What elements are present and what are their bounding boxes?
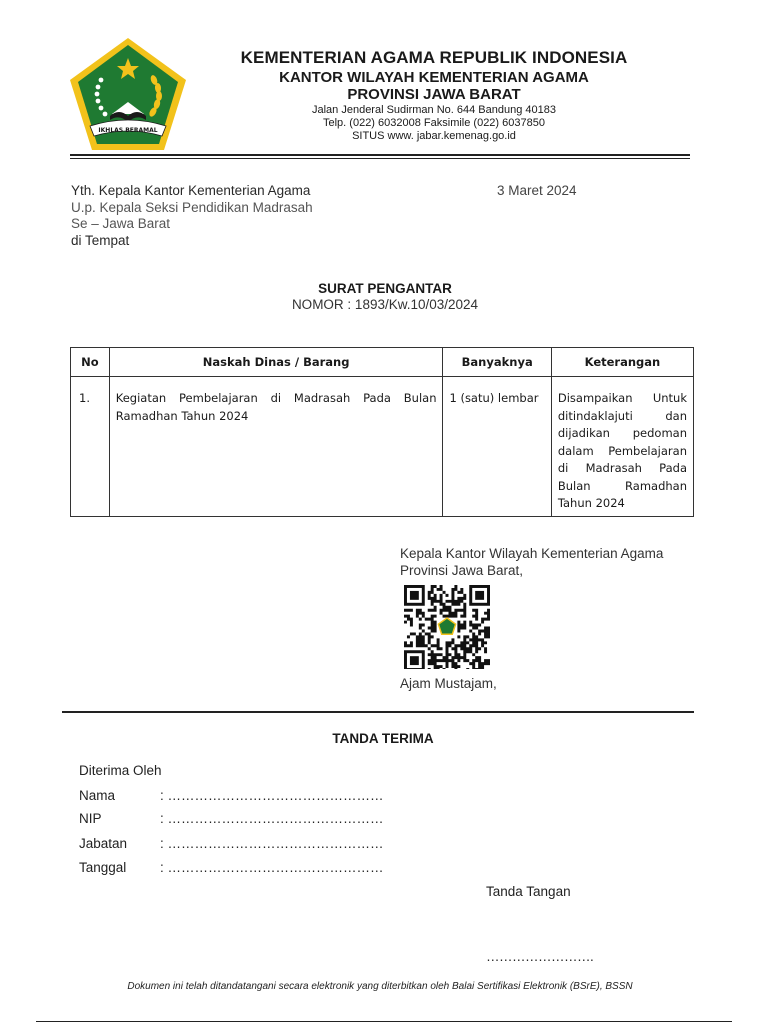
letter-date: 3 Maret 2024 <box>497 183 577 198</box>
signer-position-2: Provinsi Jawa Barat, <box>400 563 524 578</box>
row-note: Disampaikan Untuk ditindaklajuti dan dijadikan pedoman dalam Pembelajaran di Madrasah Pada Bulan Ramadhan Tahun 2024 <box>551 377 693 517</box>
esign-footnote: Dokumen ini telah ditandatangani secara elektronik yang diterbitkan oleh Balai Sertifikasi Elektronik (BSrE), BSSN <box>127 981 633 992</box>
field-label-name: Nama <box>79 788 116 803</box>
field-value-name: : ………………………………………… <box>160 788 384 803</box>
ministry-name: KEMENTERIAN AGAMA REPUBLIK INDONESIA <box>240 48 628 67</box>
signer-position-1: Kepala Kantor Wilayah Kementerian Agama <box>400 546 664 561</box>
office-website: SITUS www. jabar.kemenag.go.id <box>352 130 516 142</box>
province-name: PROVINSI JAWA BARAT <box>347 86 521 103</box>
letter-number: NOMOR : 1893/Kw.10/03/2024 <box>291 297 479 312</box>
field-value-position: : ………………………………………… <box>160 836 384 851</box>
field-label-nip: NIP <box>79 811 102 826</box>
header-item: Naskah Dinas / Barang <box>109 348 443 377</box>
recipient-line-1: Yth. Kepala Kantor Kementerian Agama <box>71 183 311 198</box>
header-no: No <box>71 348 110 377</box>
section-divider <box>62 711 694 713</box>
field-label-position: Jabatan <box>79 836 128 851</box>
receipt-title: TANDA TERIMA <box>332 731 434 746</box>
signature-label: Tanda Tangan <box>486 884 571 899</box>
letterhead-rule-thin <box>70 158 690 159</box>
recipient-line-4: di Tempat <box>71 233 130 248</box>
office-name: KANTOR WILAYAH KEMENTERIAN AGAMA <box>279 69 589 86</box>
row-item: Kegiatan Pembelajaran di Madrasah Pada Bulan Ramadhan Tahun 2024 <box>109 377 443 517</box>
header-note: Keterangan <box>551 348 693 377</box>
field-label-date: Tanggal <box>79 860 127 875</box>
table-header-row <box>71 348 694 377</box>
field-value-date: : ………………………………………… <box>160 860 384 875</box>
office-address: Jalan Jenderal Sudirman No. 644 Bandung 40183 <box>311 104 556 116</box>
recipient-line-3: Se – Jawa Barat <box>71 216 171 231</box>
logo-motto: IKHLAS BERAMAL <box>98 127 158 134</box>
letterhead-rule-thick <box>70 154 690 156</box>
signature-line: ……………………. <box>486 949 594 964</box>
field-value-nip: : ………………………………………… <box>160 811 384 826</box>
letter-title: SURAT PENGANTAR <box>318 281 452 296</box>
bottom-rule <box>36 1021 732 1022</box>
header-qty: Banyaknya <box>443 348 551 377</box>
row-no: 1. <box>71 377 110 517</box>
recipient-line-2: U.p. Kepala Seksi Pendidikan Madrasah <box>71 200 313 215</box>
kemenag-logo <box>68 36 188 154</box>
qr-code-icon <box>404 585 490 669</box>
signer-name: Ajam Mustajam, <box>400 676 497 691</box>
row-qty: 1 (satu) lembar <box>443 377 551 517</box>
received-by-label: Diterima Oleh <box>79 763 162 778</box>
items-table <box>70 347 694 517</box>
table-row <box>71 377 694 517</box>
office-phone: Telp. (022) 6032008 Faksimile (022) 6037850 <box>323 117 545 129</box>
